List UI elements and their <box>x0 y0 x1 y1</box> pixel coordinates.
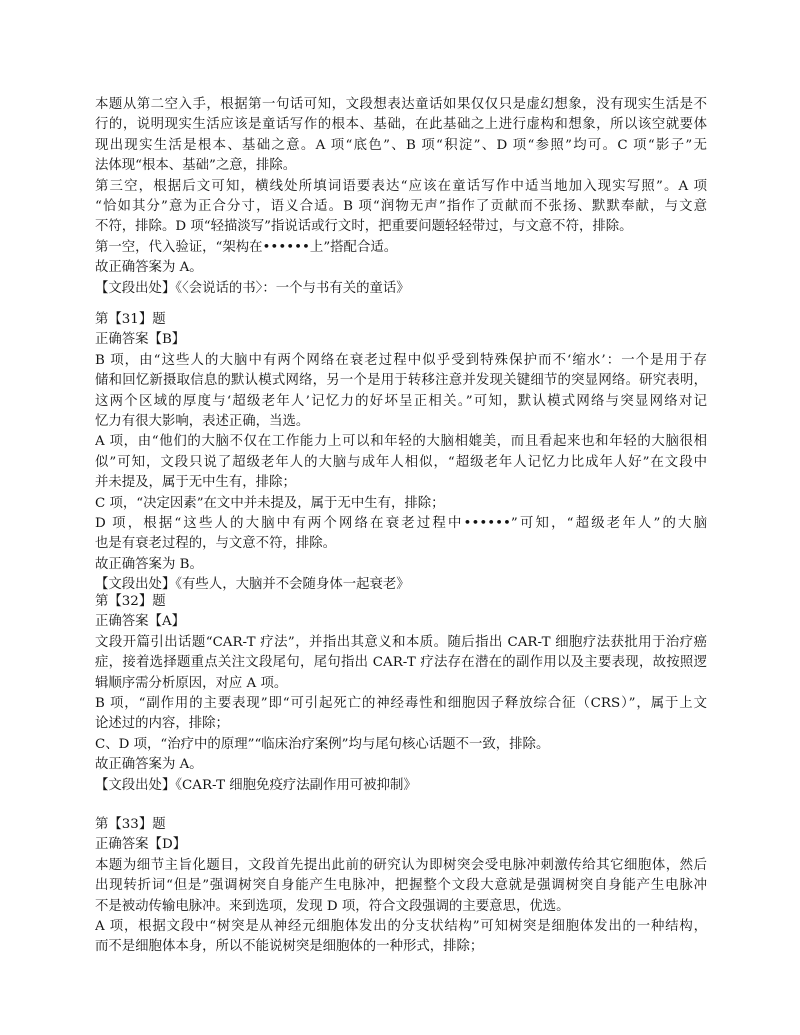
text-line: 这两个区域的厚度与‘超级老年人’记忆力的好坏呈正相关。”可知，默认模式网络与突显网络对记 <box>95 393 707 409</box>
text-line: 法体现“根本、基础”之意，排除。 <box>95 158 297 174</box>
text-line: 第三空，根据后文可知，横线处所填词语要表达“应该在童话写作中适当地加入现实写照”。A 项 <box>95 178 707 194</box>
text-line: 症，接着选择题重点关注文段尾句，尾句指出 CAR-T 疗法存在潜在的副作用以及主要表现，故按照逻 <box>95 655 707 671</box>
text-line: C 项，“决定因素”在文中并未提及，属于无中生有，排除； <box>95 495 445 511</box>
text-line: 【文段出处】《〈会说话的书〉：一个与书有关的童话》 <box>95 280 410 296</box>
text-line: 而不是细胞体本身，所以不能说树突是细胞体的一种形式，排除； <box>95 939 484 955</box>
text-line: B 项，“副作用的主要表现”即“可引起死亡的神经毒性和细胞因子释放综合征（CRS）”，属于上文 <box>95 695 707 711</box>
text-line: 行的，说明现实生活应该是童话写作的根本、基础，在此基础之上进行虚构和想象，所以该空就要体 <box>95 117 707 133</box>
text-line: 第【33】题 <box>95 817 166 832</box>
text-line: 辑顺序需分析原因，对应 A 项。 <box>95 675 288 691</box>
text-line: 故正确答案为 A。 <box>95 757 203 773</box>
text-line: B 项，由“这些人的大脑中有两个网络在衰老过程中似乎受到特殊保护而不‘缩水’：一个是用于存 <box>95 352 707 368</box>
text-line: 似”可知，文段只说了超级老年人的大脑与成年人相似，“超级老年人记忆力比成年人好”在文段中 <box>95 454 707 470</box>
text-line: 正确答案【D】 <box>95 837 187 853</box>
text-line: 【文段出处】《CAR-T 细胞免疫疗法副作用可被抑制》 <box>95 777 417 793</box>
text-line: 忆力有很大影响，表述正确，当选。 <box>95 413 310 429</box>
text-line: 本题从第二空入手，根据第一句话可知，文段想表达童话如果仅仅只是虚幻想象，没有现实生活是不 <box>95 97 707 112</box>
explanation-q32 <box>95 592 707 796</box>
text-line: 不是被动传输电脉冲。来到选项，发现 D 项，符合文段强调的主要意思，优选。 <box>95 898 570 914</box>
text-line: 现出现实生活是根本、基础之意。A 项“底色”、B 项“积淀”、D 项“参照”均可。C 项“影子”无 <box>95 137 707 153</box>
text-line: 【文段出处】《有些人，大脑并不会随身体一起衰老》 <box>95 577 410 593</box>
text-line: 本题为细节主旨化题目，文段首先提出此前的研究认为即树突会受电脉冲刺激传给其它细胞体，然后 <box>95 857 707 873</box>
text-line: A 项，由“他们的大脑不仅在工作能力上可以和年轻的大脑相媲美，而且看起来也和年轻的大脑很相 <box>95 434 707 450</box>
text-line: C、D 项，“治疗中的原理”“临床治疗案例”均与尾句核心话题不一致，排除。 <box>95 736 550 752</box>
text-line: 第一空，代入验证，“架构在••••••上”搭配合适。 <box>95 239 398 255</box>
text-line: 正确答案【B】 <box>95 332 186 348</box>
text-line: 出现转折词“但是”强调树突自身能产生电脉冲，把握整个文段大意就是强调树突自身能产生电脉冲 <box>95 878 707 894</box>
text-line: 故正确答案为 A。 <box>95 260 203 276</box>
text-line: 第【32】题 <box>95 594 166 609</box>
explanation-q31 <box>95 310 707 595</box>
text-line: 文段开篇引出话题“CAR-T 疗法”，并指出其意义和本质。随后指出 CAR-T 细胞疗法获批用于治疗癌 <box>95 634 707 650</box>
text-line: 故正确答案为 B。 <box>95 556 203 572</box>
text-line: 储和回忆新摄取信息的默认模式网络，另一个是用于转移注意并发现关键细节的突显网络。研究表明， <box>95 373 707 389</box>
text-line: 也是有衰老过程的，与文意不符，排除。 <box>95 536 337 552</box>
text-line: 并未提及，属于无中生有，排除； <box>95 475 296 491</box>
explanation-q33 <box>95 815 707 958</box>
text-line: D 项，根据“这些人的大脑中有两个网络在衰老过程中••••••”可知，“超级老年人”的大脑 <box>95 515 707 531</box>
text-line: A 项，根据文段中“树突是从神经元细胞体发出的分支状结构”可知树突是细胞体发出的一种结构， <box>95 918 707 934</box>
explanation-q30-continued <box>95 95 707 299</box>
text-line: 论述过的内容，排除； <box>95 716 229 732</box>
text-line: “恰如其分”意为正合分寸，语义合适。B 项“润物无声”指作了贡献而不张扬、默默奉献，与文意 <box>95 198 707 214</box>
text-line: 正确答案【A】 <box>95 614 186 630</box>
text-line: 不符，排除。D 项“轻描淡写”指说话或行文时，把重要问题轻轻带过，与文意不符，排除。 <box>95 219 633 235</box>
text-line: 第【31】题 <box>95 312 166 327</box>
